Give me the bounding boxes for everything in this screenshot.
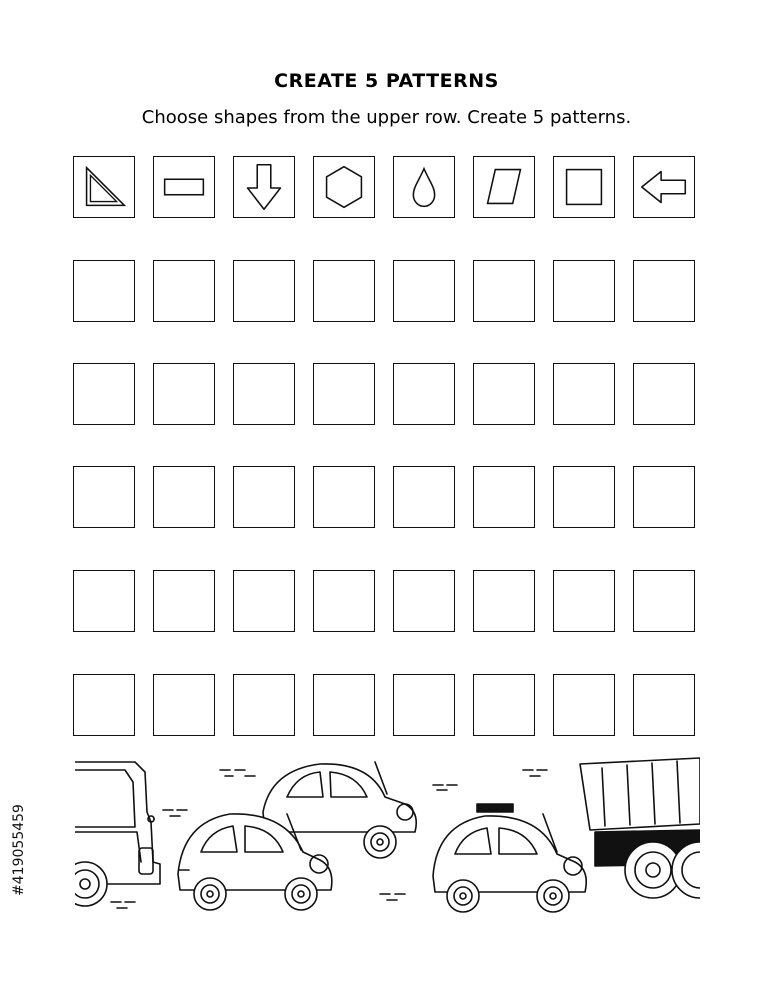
pattern-box[interactable] (553, 466, 615, 528)
pattern-row-1 (73, 260, 700, 324)
pattern-box[interactable] (393, 570, 455, 632)
pattern-box[interactable] (313, 570, 375, 632)
pattern-box[interactable] (313, 363, 375, 425)
square-icon (554, 157, 614, 217)
pattern-box[interactable] (313, 260, 375, 322)
shape-row (73, 156, 700, 220)
shape-cell[interactable] (633, 156, 695, 218)
pattern-box[interactable] (153, 260, 215, 322)
pattern-row-5 (73, 674, 700, 738)
pattern-box[interactable] (73, 260, 135, 322)
jeep-icon (75, 762, 160, 906)
shape-cell[interactable] (313, 156, 375, 218)
pattern-box[interactable] (393, 466, 455, 528)
vehicles-illustration (75, 752, 700, 922)
pattern-box[interactable] (553, 363, 615, 425)
pattern-box[interactable] (233, 260, 295, 322)
shape-cell[interactable] (473, 156, 535, 218)
pattern-box[interactable] (633, 570, 695, 632)
pattern-box[interactable] (553, 674, 615, 736)
dump-truck-icon (580, 758, 700, 898)
pattern-box[interactable] (633, 674, 695, 736)
pattern-box[interactable] (233, 674, 295, 736)
pattern-box[interactable] (73, 466, 135, 528)
pattern-box[interactable] (313, 466, 375, 528)
shape-cell[interactable] (153, 156, 215, 218)
pattern-box[interactable] (393, 674, 455, 736)
pattern-row-4 (73, 570, 700, 634)
pattern-box[interactable] (633, 363, 695, 425)
pattern-row-3 (73, 466, 700, 530)
right-triangle-icon (74, 157, 134, 217)
pattern-box[interactable] (473, 363, 535, 425)
pattern-box[interactable] (233, 466, 295, 528)
pattern-box[interactable] (393, 363, 455, 425)
pattern-box[interactable] (73, 570, 135, 632)
pattern-box[interactable] (473, 466, 535, 528)
worksheet-instructions: Choose shapes from the upper row. Create 5 patterns. (141, 107, 632, 128)
pattern-box[interactable] (233, 570, 295, 632)
pattern-box[interactable] (73, 674, 135, 736)
drop-icon (394, 157, 454, 217)
pattern-box[interactable] (153, 363, 215, 425)
shape-cell[interactable] (553, 156, 615, 218)
down-arrow-icon (234, 157, 294, 217)
hexagon-icon (314, 157, 374, 217)
pattern-box[interactable] (553, 260, 615, 322)
pattern-box[interactable] (153, 674, 215, 736)
pattern-box[interactable] (313, 674, 375, 736)
stock-id-text: #419055459 (11, 804, 27, 896)
left-arrow-icon (634, 157, 694, 217)
parallelogram-icon (474, 157, 534, 217)
pattern-box[interactable] (633, 466, 695, 528)
pattern-box[interactable] (153, 570, 215, 632)
rectangle-icon (154, 157, 214, 217)
pattern-box[interactable] (233, 363, 295, 425)
shape-cell[interactable] (73, 156, 135, 218)
pattern-grid (73, 156, 700, 220)
pattern-box[interactable] (473, 570, 535, 632)
pattern-row-2 (73, 363, 700, 427)
pattern-box[interactable] (393, 260, 455, 322)
pattern-box[interactable] (473, 674, 535, 736)
shape-cell[interactable] (233, 156, 295, 218)
taxi-car-icon (433, 804, 586, 912)
pattern-box[interactable] (553, 570, 615, 632)
stock-id-label (6, 765, 32, 935)
worksheet-title: CREATE 5 PATTERNS (274, 70, 499, 92)
pattern-box[interactable] (153, 466, 215, 528)
pattern-box[interactable] (473, 260, 535, 322)
pattern-box[interactable] (73, 363, 135, 425)
shape-cell[interactable] (393, 156, 455, 218)
pattern-box[interactable] (633, 260, 695, 322)
